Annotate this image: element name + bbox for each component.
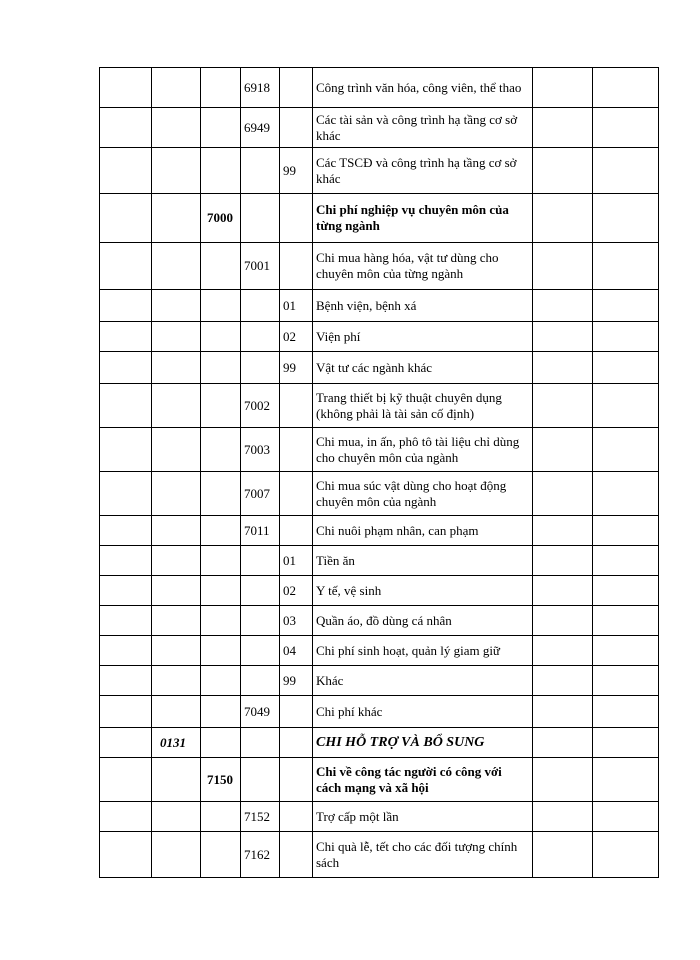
group-code-cell (201, 728, 241, 758)
group-code-cell (201, 546, 241, 576)
table-row (100, 290, 659, 322)
subitem-code-cell: 99 (280, 352, 313, 384)
col-8-cell (593, 108, 659, 148)
col-7-cell (533, 428, 593, 472)
col-8-cell (593, 290, 659, 322)
group-code-cell: 7000 (201, 194, 241, 243)
col-8-cell (593, 384, 659, 428)
description-cell: Công trình văn hóa, công viên, thể thao (313, 68, 533, 108)
chapter-code-cell (152, 802, 201, 832)
group-code-cell (201, 606, 241, 636)
col-7-cell (533, 148, 593, 194)
subitem-code-cell (280, 194, 313, 243)
col-1-cell (100, 290, 152, 322)
subitem-code-cell (280, 108, 313, 148)
col-1-cell (100, 322, 152, 352)
group-code-cell (201, 428, 241, 472)
description-cell: Viện phí (313, 322, 533, 352)
subitem-code-cell (280, 516, 313, 546)
group-code-cell (201, 384, 241, 428)
col-1-cell (100, 636, 152, 666)
col-8-cell (593, 758, 659, 802)
item-code-cell (241, 666, 280, 696)
item-code-cell (241, 576, 280, 606)
col-1-cell (100, 606, 152, 636)
table-row (100, 108, 659, 148)
subitem-code-cell: 99 (280, 148, 313, 194)
col-1-cell (100, 68, 152, 108)
group-code-cell (201, 666, 241, 696)
subitem-code-cell (280, 243, 313, 290)
col-8-cell (593, 576, 659, 606)
description-cell: CHI HỖ TRỢ VÀ BỔ SUNG (313, 728, 533, 758)
item-code-cell: 7001 (241, 243, 280, 290)
chapter-code-cell (152, 516, 201, 546)
description-cell: Chi phí khác (313, 696, 533, 728)
col-8-cell (593, 68, 659, 108)
col-7-cell (533, 832, 593, 878)
col-7-cell (533, 546, 593, 576)
chapter-code-cell (152, 108, 201, 148)
chapter-code-cell (152, 546, 201, 576)
subitem-code-cell (280, 758, 313, 802)
chapter-code-cell (152, 322, 201, 352)
chapter-code-cell (152, 606, 201, 636)
subitem-code-cell: 01 (280, 290, 313, 322)
table-row (100, 758, 659, 802)
group-code-cell (201, 352, 241, 384)
chapter-code-cell (152, 428, 201, 472)
table-row (100, 546, 659, 576)
col-8-cell (593, 243, 659, 290)
item-code-cell: 7002 (241, 384, 280, 428)
group-code-cell (201, 696, 241, 728)
col-7-cell (533, 68, 593, 108)
chapter-code-cell (152, 68, 201, 108)
description-cell: Y tế, vệ sinh (313, 576, 533, 606)
col-1-cell (100, 428, 152, 472)
item-code-cell: 6949 (241, 108, 280, 148)
description-cell: Chi nuôi phạm nhân, can phạm (313, 516, 533, 546)
col-1-cell (100, 802, 152, 832)
col-7-cell (533, 290, 593, 322)
col-8-cell (593, 352, 659, 384)
item-code-cell: 7011 (241, 516, 280, 546)
chapter-code-cell (152, 666, 201, 696)
table-row (100, 728, 659, 758)
col-1-cell (100, 243, 152, 290)
table-row (100, 516, 659, 546)
description-cell: Các TSCĐ và công trình hạ tầng cơ sở khác (313, 148, 533, 194)
col-1-cell (100, 516, 152, 546)
description-cell: Tiền ăn (313, 546, 533, 576)
table-row (100, 802, 659, 832)
col-7-cell (533, 384, 593, 428)
item-code-cell (241, 546, 280, 576)
group-code-cell (201, 148, 241, 194)
item-code-cell (241, 606, 280, 636)
item-code-cell (241, 636, 280, 666)
description-cell: Chi phí nghiệp vụ chuyên môn của từng ngành (313, 194, 533, 243)
col-8-cell (593, 728, 659, 758)
col-8-cell (593, 148, 659, 194)
chapter-code-cell (152, 832, 201, 878)
col-1-cell (100, 666, 152, 696)
col-7-cell (533, 516, 593, 546)
table-row (100, 384, 659, 428)
col-7-cell (533, 322, 593, 352)
col-7-cell (533, 758, 593, 802)
table-row (100, 194, 659, 243)
group-code-cell (201, 802, 241, 832)
description-cell: Vật tư các ngành khác (313, 352, 533, 384)
col-8-cell (593, 322, 659, 352)
table-row (100, 472, 659, 516)
table-row (100, 606, 659, 636)
col-7-cell (533, 352, 593, 384)
description-cell: Chi mua, in ấn, phô tô tài liệu chỉ dùng cho chuyên môn của ngành (313, 428, 533, 472)
table-row (100, 666, 659, 696)
col-1-cell (100, 148, 152, 194)
group-code-cell (201, 636, 241, 666)
col-8-cell (593, 666, 659, 696)
table-row (100, 832, 659, 878)
table-row (100, 428, 659, 472)
col-7-cell (533, 472, 593, 516)
item-code-cell: 7152 (241, 802, 280, 832)
item-code-cell (241, 322, 280, 352)
chapter-code-cell (152, 472, 201, 516)
item-code-cell (241, 728, 280, 758)
item-code-cell (241, 148, 280, 194)
group-code-cell (201, 322, 241, 352)
col-1-cell (100, 352, 152, 384)
col-8-cell (593, 636, 659, 666)
subitem-code-cell (280, 802, 313, 832)
subitem-code-cell: 02 (280, 576, 313, 606)
subitem-code-cell (280, 384, 313, 428)
description-cell: Chi quà lễ, tết cho các đối tượng chính sách (313, 832, 533, 878)
col-8-cell (593, 194, 659, 243)
col-7-cell (533, 576, 593, 606)
budget-code-table (99, 67, 659, 878)
description-cell: Chi về công tác người có công với cách mạng và xã hội (313, 758, 533, 802)
group-code-cell (201, 108, 241, 148)
group-code-cell (201, 472, 241, 516)
table-row (100, 68, 659, 108)
col-1-cell (100, 472, 152, 516)
item-code-cell (241, 194, 280, 243)
item-code-cell: 6918 (241, 68, 280, 108)
col-7-cell (533, 243, 593, 290)
item-code-cell: 7162 (241, 832, 280, 878)
group-code-cell (201, 290, 241, 322)
chapter-code-cell (152, 148, 201, 194)
subitem-code-cell (280, 696, 313, 728)
description-cell: Quần áo, đồ dùng cá nhân (313, 606, 533, 636)
chapter-code-cell (152, 636, 201, 666)
col-1-cell (100, 546, 152, 576)
table-row (100, 243, 659, 290)
table-row (100, 696, 659, 728)
col-8-cell (593, 428, 659, 472)
subitem-code-cell (280, 728, 313, 758)
description-cell: Trợ cấp một lần (313, 802, 533, 832)
col-7-cell (533, 606, 593, 636)
description-cell: Chi phí sinh hoạt, quản lý giam giữ (313, 636, 533, 666)
subitem-code-cell (280, 472, 313, 516)
table-row (100, 576, 659, 606)
description-cell: Các tài sản và công trình hạ tầng cơ sở khác (313, 108, 533, 148)
chapter-code-cell (152, 384, 201, 428)
subitem-code-cell: 02 (280, 322, 313, 352)
chapter-code-cell: 0131 (152, 728, 201, 758)
col-7-cell (533, 802, 593, 832)
chapter-code-cell (152, 290, 201, 322)
item-code-cell: 7007 (241, 472, 280, 516)
group-code-cell (201, 576, 241, 606)
col-7-cell (533, 666, 593, 696)
col-7-cell (533, 696, 593, 728)
col-8-cell (593, 516, 659, 546)
col-7-cell (533, 728, 593, 758)
subitem-code-cell (280, 68, 313, 108)
item-code-cell (241, 290, 280, 322)
table-row (100, 322, 659, 352)
item-code-cell (241, 758, 280, 802)
description-cell: Khác (313, 666, 533, 696)
table-row (100, 148, 659, 194)
col-8-cell (593, 546, 659, 576)
col-1-cell (100, 576, 152, 606)
table-body (100, 68, 659, 878)
col-1-cell (100, 832, 152, 878)
description-cell: Chi mua súc vật dùng cho hoạt động chuyên môn của ngành (313, 472, 533, 516)
group-code-cell: 7150 (201, 758, 241, 802)
description-cell: Chi mua hàng hóa, vật tư dùng cho chuyên môn của từng ngành (313, 243, 533, 290)
col-1-cell (100, 696, 152, 728)
table-row (100, 352, 659, 384)
col-1-cell (100, 758, 152, 802)
description-cell: Trang thiết bị kỹ thuật chuyên dụng (không phải là tài sản cố định) (313, 384, 533, 428)
chapter-code-cell (152, 352, 201, 384)
subitem-code-cell (280, 428, 313, 472)
col-8-cell (593, 472, 659, 516)
col-7-cell (533, 636, 593, 666)
group-code-cell (201, 832, 241, 878)
group-code-cell (201, 68, 241, 108)
chapter-code-cell (152, 696, 201, 728)
col-8-cell (593, 606, 659, 636)
group-code-cell (201, 516, 241, 546)
subitem-code-cell: 01 (280, 546, 313, 576)
col-1-cell (100, 728, 152, 758)
col-8-cell (593, 696, 659, 728)
table-row (100, 636, 659, 666)
subitem-code-cell: 99 (280, 666, 313, 696)
subitem-code-cell (280, 832, 313, 878)
col-1-cell (100, 194, 152, 243)
item-code-cell: 7049 (241, 696, 280, 728)
subitem-code-cell: 03 (280, 606, 313, 636)
col-8-cell (593, 832, 659, 878)
chapter-code-cell (152, 758, 201, 802)
col-8-cell (593, 802, 659, 832)
item-code-cell: 7003 (241, 428, 280, 472)
col-1-cell (100, 384, 152, 428)
chapter-code-cell (152, 576, 201, 606)
item-code-cell (241, 352, 280, 384)
description-cell: Bệnh viện, bệnh xá (313, 290, 533, 322)
col-1-cell (100, 108, 152, 148)
subitem-code-cell: 04 (280, 636, 313, 666)
chapter-code-cell (152, 194, 201, 243)
col-7-cell (533, 108, 593, 148)
group-code-cell (201, 243, 241, 290)
col-7-cell (533, 194, 593, 243)
chapter-code-cell (152, 243, 201, 290)
